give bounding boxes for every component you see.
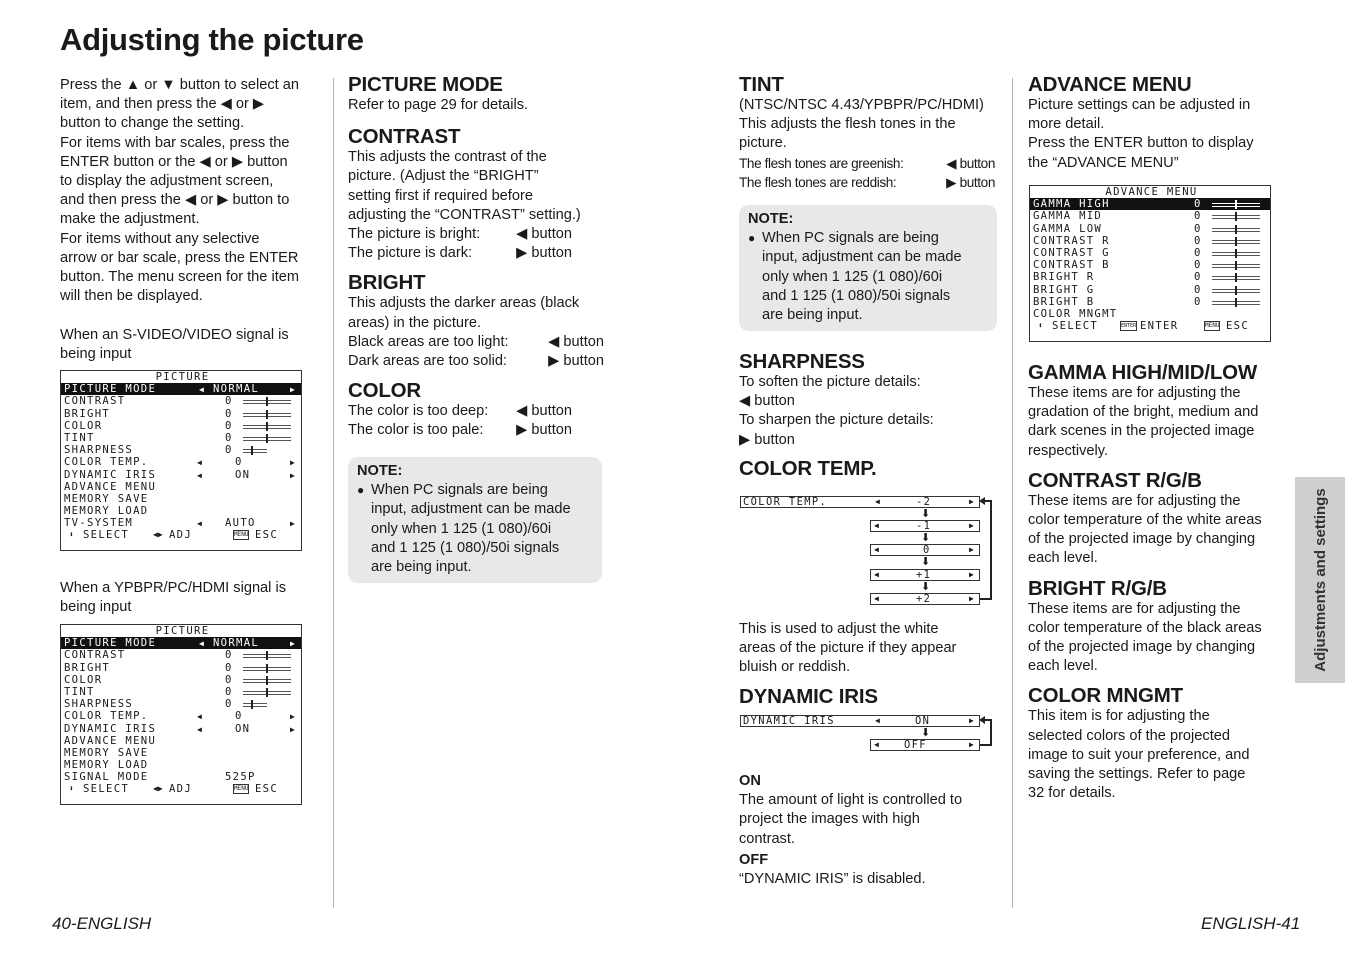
down-arrow-icon: ⬇ xyxy=(921,508,931,520)
page-number-left: 40-ENGLISH xyxy=(52,914,152,933)
osd-row: GAMMA HIGH 0 xyxy=(1030,198,1270,210)
down-arrow-icon: ⬇ xyxy=(921,556,931,568)
contrast-heading: CONTRAST xyxy=(348,125,461,149)
sharpness-section xyxy=(739,351,1004,480)
osd-row: TINT 0 xyxy=(61,686,301,698)
advance-items-section: GAMMA HIGH/MID/LOW These items are for adjusting the gradation of the bright, medium and dark scenes in the projected image respectively. CONTRAST R/G/B These items are for adjusting the color temperature of the white areas of the projected image by changing each level. BRIGHT R/G/B These items are for adjusting the color temperature of the black areas of the projected image by changing each level. COLOR MNGMT This item is for adjusting the selected colors of the projected image to suit your preference, and saving the settings. Refer to page 32 for details. xyxy=(1028,362,1293,803)
color-temp-box: ◀ +1 ▶ xyxy=(870,569,980,581)
osd-row: MEMORY SAVE xyxy=(64,746,149,759)
osd-row: CONTRAST B 0 xyxy=(1030,259,1270,271)
osd-row: BRIGHT 0 xyxy=(61,662,301,674)
color-temp-text: This is used to adjust the white areas of the picture if they appear bluish or reddish. xyxy=(739,621,957,676)
color-temp-box: ◀ -1 ▶ xyxy=(870,520,980,532)
dynamic-iris-text: ON The amount of light is controlled to project the images with high contrast. OFF “DYNAMIC IRIS” is disabled. xyxy=(739,773,963,888)
color-temp-box: ◀ 0 ▶ xyxy=(870,544,980,556)
osd-row: CONTRAST 0 xyxy=(61,649,301,661)
osd-row: MEMORY LOAD xyxy=(64,505,149,518)
osd-row: SIGNAL MODE 525P xyxy=(64,771,256,784)
sharpness-text: To soften the picture details: ◀ button To sharpen the picture details: ▶ button xyxy=(739,374,934,448)
osd-row: COLOR 0 xyxy=(61,674,301,686)
osd-row: BRIGHT G 0 xyxy=(1030,284,1270,296)
column-3 xyxy=(739,74,1004,192)
page-title: Adjusting the picture xyxy=(60,22,364,57)
osd-row: CONTRAST R 0 xyxy=(1030,235,1270,247)
menu-key-icon: MENU xyxy=(1205,322,1220,330)
osd-row: GAMMA LOW 0 xyxy=(1030,223,1270,235)
osd-row: TV-SYSTEM ◀ AUTO ▶ xyxy=(64,517,295,530)
menu-key-icon: MENU xyxy=(234,785,249,793)
osd-row: COLOR TEMP. ◀ 0 ▶ xyxy=(64,710,295,723)
dynamic-iris-box: DYNAMIC IRIS ◀ ON ▶ xyxy=(740,715,980,727)
column-divider-2 xyxy=(1012,78,1013,908)
osd-row: MEMORY LOAD xyxy=(64,759,149,772)
osd-row: SHARPNESS 0 xyxy=(61,698,301,710)
color-temp-box: ◀ +2 ▶ xyxy=(870,593,980,605)
color-temp-heading: COLOR TEMP. xyxy=(739,456,877,480)
osd-row: DYNAMIC IRIS ◀ ON ▶ xyxy=(64,468,295,481)
picture-mode-heading: PICTURE MODE xyxy=(348,73,503,96)
picture-mode-text: Refer to page 29 for details. xyxy=(348,97,529,113)
bright-rgb-heading: BRIGHT R/G/B xyxy=(1028,576,1167,600)
color-temp-diagram xyxy=(740,494,1000,606)
note-box-pc-signals-1: NOTE: ● When PC signals are being input, adjustment can be made only when 1 125 (1 080)/60i and 1 125 (1 080)/50i signals are being input. xyxy=(348,457,602,583)
column-divider-1 xyxy=(333,78,334,908)
osd-row: BRIGHT R 0 xyxy=(1030,271,1270,283)
osd-footer: ⬍ SELECT ◀▶ ADJ MENU ESC xyxy=(69,783,279,796)
osd-footer: ⬍ SELECT ◀▶ ADJ MENU ESC xyxy=(69,529,279,542)
menu-key-icon: MENU xyxy=(234,531,249,539)
osd-footer: ⬍ SELECT ENTER ENTER MENU ESC xyxy=(1038,320,1250,333)
enter-key-icon: ENTER xyxy=(1121,323,1137,330)
color-text: The color is too deep: ◀ button The color is too pale: ▶ button xyxy=(348,403,572,439)
osd-row: COLOR 0 xyxy=(61,420,301,432)
intro-text: Press the ▲ or ▼ button to select an item, and then press the ◀ or ▶ button to change the setting. For items with bar scales, press the ENTER button or the ◀ or ▶ button to display the adjustment screen, and then press the ◀ or ▶ button to make the adjustment. For items without any selective arrow or bar scale, press the ENTER button. The menu screen for the item will then be displayed. xyxy=(60,77,300,305)
osd-title: PICTURE xyxy=(155,625,210,637)
dynamic-iris-heading: DYNAMIC IRIS xyxy=(739,685,878,708)
color-mngmt-heading: COLOR MNGMT xyxy=(1028,684,1183,708)
dynamic-iris-diagram xyxy=(740,713,1000,753)
osd-row: PICTURE MODE ◀ NORMAL ▶ xyxy=(61,637,301,649)
picture-menu-osd-ypbpr xyxy=(60,624,302,805)
leftright-arrow-icon: ◀▶ xyxy=(153,530,163,540)
loop-arrow xyxy=(978,494,998,606)
bright-heading: BRIGHT xyxy=(348,271,426,295)
dynamic-iris-box: ◀ OFF ▶ xyxy=(870,739,980,751)
osd-row: MEMORY SAVE xyxy=(64,492,149,505)
tint-heading: TINT xyxy=(739,73,784,96)
osd-title: PICTURE xyxy=(155,371,210,383)
down-arrow-icon: ⬇ xyxy=(921,727,931,739)
note-box-pc-signals-2: NOTE: ● When PC signals are being input, adjustment can be made only when 1 125 (1 080)/60i and 1 125 (1 080)/50i signals are being input. xyxy=(739,205,997,331)
osd-row: CONTRAST 0 xyxy=(61,395,301,407)
contrast-rgb-heading: CONTRAST R/G/B xyxy=(1028,468,1202,492)
color-temp-box: COLOR TEMP. ◀ -2 ▶ xyxy=(740,496,980,508)
osd-row: COLOR MNGMT xyxy=(1033,307,1118,320)
contrast-text: This adjusts the contrast of the picture. (Adjust the “BRIGHT” setting first if required before adjusting the “CONTRAST” setting.) The picture is bright: ◀ button The picture is dark: ▶ button xyxy=(348,149,581,262)
section-side-tab-label: Adjustments and settings xyxy=(1311,488,1329,672)
page-number-right: ENGLISH-41 xyxy=(1201,914,1301,933)
updown-arrow-icon: ⬍ xyxy=(1038,321,1043,331)
advance-menu-heading: ADVANCE MENU xyxy=(1028,73,1192,96)
ypbpr-caption: When a YPBPR/PC/HDMI signal is being input xyxy=(60,580,287,616)
updown-arrow-icon: ⬍ xyxy=(69,530,74,540)
osd-row: DYNAMIC IRIS ◀ ON ▶ xyxy=(64,722,295,735)
osd-row: CONTRAST G 0 xyxy=(1030,247,1270,259)
bright-text: This adjusts the darker areas (black areas) in the picture. Black areas are too light: ◀ button Dark areas are too solid: ▶ button xyxy=(348,295,604,370)
sharpness-heading: SHARPNESS xyxy=(739,350,865,373)
advance-menu-section: ADVANCE MENU Picture settings can be adjusted in more detail. Press the ENTER button to display the “ADVANCE MENU” xyxy=(1028,74,1293,173)
osd-row: ADVANCE MENU xyxy=(64,734,157,747)
loop-arrow xyxy=(978,713,998,753)
osd-row: SHARPNESS 0 xyxy=(61,444,301,456)
osd-row: TINT 0 xyxy=(61,432,301,444)
updown-arrow-icon: ⬍ xyxy=(69,784,74,794)
leftright-arrow-icon: ◀▶ xyxy=(153,784,163,794)
svideo-caption: When an S-VIDEO/VIDEO signal is being input xyxy=(60,327,289,363)
osd-row: COLOR TEMP. ◀ 0 ▶ xyxy=(64,456,295,469)
section-side-tab xyxy=(1295,477,1345,683)
down-arrow-icon: ⬇ xyxy=(921,532,931,544)
bullet-icon: ● xyxy=(748,231,756,246)
color-heading: COLOR xyxy=(348,379,422,403)
gamma-heading: GAMMA HIGH/MID/LOW xyxy=(1028,361,1258,384)
tint-text: (NTSC/NTSC 4.43/YPBPR/PC/HDMI) This adjusts the flesh tones in the picture. The flesh tones are greenish: ◀ button The flesh tones are reddish: ▶ button xyxy=(739,97,995,190)
osd-row: BRIGHT B 0 xyxy=(1030,296,1270,308)
column-2 xyxy=(348,74,608,441)
osd-row: ADVANCE MENU xyxy=(64,480,157,493)
osd-title: ADVANCE MENU xyxy=(1105,186,1198,198)
down-arrow-icon: ⬇ xyxy=(921,581,931,593)
picture-menu-osd-svideo xyxy=(60,370,302,551)
bullet-icon: ● xyxy=(357,483,365,498)
osd-row: GAMMA MID 0 xyxy=(1030,210,1270,222)
advance-menu-osd xyxy=(1029,185,1271,342)
osd-row: BRIGHT 0 xyxy=(61,408,301,420)
osd-row: PICTURE MODE ◀ NORMAL ▶ xyxy=(61,383,301,395)
